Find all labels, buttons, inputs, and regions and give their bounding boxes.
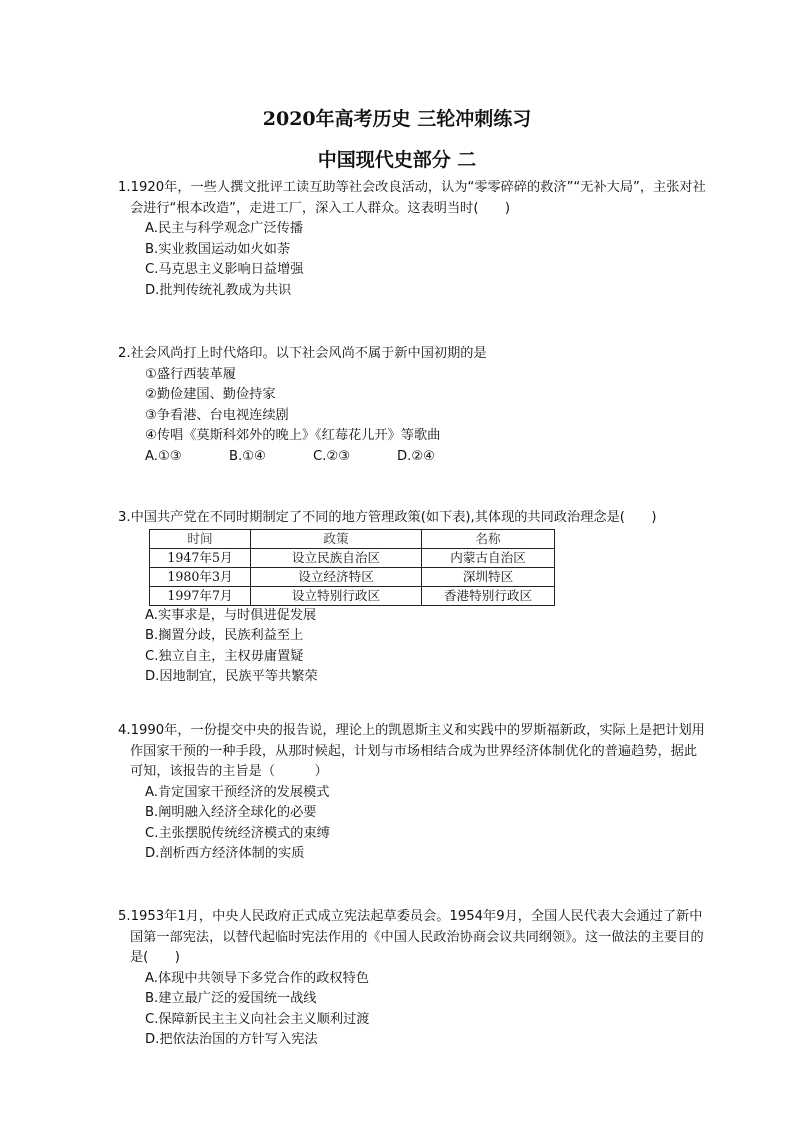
question-3: [118, 508, 708, 688]
question-5-option-b: B.建立最广泛的爱国统一战线: [145, 991, 317, 1006]
question-3-stem: 3.中国共产党在不同时期制定了不同的地方管理政策(如下表),其体现的共同政治理念是( ): [118, 510, 657, 525]
table-header-row: [150, 529, 555, 548]
table-row: [150, 548, 555, 567]
table-header-name: 名称: [422, 529, 555, 548]
question-2-choices: [118, 447, 708, 468]
table-cell: 1997年7月: [150, 586, 251, 605]
question-4-option-a: A.肯定国家干预经济的发展模式: [145, 784, 330, 800]
question-2-choice-a: A.①③: [145, 448, 182, 464]
question-5-option-a: A.体现中共领导下多党合作的政权特色: [145, 970, 369, 986]
question-2-item-3: ③争看港、台电视连续剧: [145, 407, 289, 423]
question-5: [118, 907, 708, 1051]
question-3-option-b: B.搁置分歧，民族利益至上: [145, 628, 304, 643]
question-5-option-c: C.保障新民主主义向社会主义顺利过渡: [145, 1011, 370, 1027]
table-row: [150, 586, 555, 605]
question-4-option-d: D.剖析西方经济体制的实质: [145, 846, 305, 861]
question-4-stem: 4.1990年，一份提交中央的报告说，理论上的凯恩斯主义和实践中的罗斯福新政，实际上是把计划用作国家干预的一种手段，从那时候起，计划与市场相结合成为世界经济体制优化的普遍趋势，据此可知，该报告的主旨是（ ）: [118, 723, 705, 779]
table-cell: 香港特别行政区: [422, 586, 555, 605]
question-2-item-2: ②勤俭建国、勤俭持家: [145, 387, 276, 402]
question-5-stem: 5.1953年1月，中央人民政府正式成立宪法起草委员会。1954年9月，全国人民代表大会通过了新中国第一部宪法，以替代起临时宪法作用的《中国人民政治协商会议共同纲领》。这一做法的主要目的是( ): [118, 909, 704, 965]
table-cell: 设立经济特区: [251, 567, 422, 586]
question-1-option-d: D.批判传统礼教成为共识: [145, 282, 292, 298]
question-5-option-d: D.把依法治国的方针写入宪法: [145, 1032, 318, 1047]
table-header-time: 时间: [150, 529, 251, 548]
table-cell: 1947年5月: [150, 548, 251, 567]
question-2-item-1: ①盛行西装革履: [145, 366, 236, 382]
policy-table: [149, 529, 555, 606]
question-3-option-a: A.实事求是，与时俱进促发展: [145, 607, 317, 623]
question-2-stem: 2.社会风尚打上时代烙印。以下社会风尚不属于新中国初期的是: [118, 346, 487, 361]
table-header-policy: 政策: [251, 529, 422, 548]
question-4-option-c: C.主张摆脱传统经济模式的束缚: [145, 825, 330, 841]
question-3-option-d: D.因地制宜，民族平等共繁荣: [145, 669, 318, 684]
table-cell: 设立特别行政区: [251, 586, 422, 605]
question-1-option-c: C.马克思主义影响日益增强: [145, 262, 304, 277]
question-2-item-4: ④传唱《莫斯科郊外的晚上》《红莓花儿开》等歌曲: [145, 428, 441, 443]
question-2-choice-d: D.②④: [397, 448, 435, 464]
question-2-choice-c: C.②③: [313, 448, 351, 464]
table-cell: 深圳特区: [422, 567, 555, 586]
page-subtitle: 中国现代史部分 二: [317, 149, 477, 171]
question-1-option-b: B.实业救国运动如火如荼: [145, 241, 291, 257]
table-cell: 内蒙古自治区: [422, 548, 555, 567]
question-3-option-c: C.独立自主，主权毋庸置疑: [145, 648, 304, 664]
question-1-option-a: A.民主与科学观念广泛传播: [145, 221, 304, 236]
question-4: [118, 721, 708, 865]
question-2-choice-b: B.①④: [229, 448, 266, 464]
question-2: [118, 344, 708, 467]
question-4-option-b: B.阐明融入经济全球化的必要: [145, 805, 317, 820]
question-1: [118, 178, 708, 301]
page-title: 2020年高考历史 三轮冲刺练习: [262, 108, 532, 130]
question-1-stem: 1.1920年，一些人撰文批评工读互助等社会改良活动，认为“零零碎碎的救济”“无补大局”，主张对社会进行“根本改造”，走进工厂，深入工人群众。这表明当时( ): [118, 180, 706, 216]
table-row: [150, 567, 555, 586]
table-cell: 1980年3月: [150, 567, 251, 586]
table-cell: 设立民族自治区: [251, 548, 422, 567]
